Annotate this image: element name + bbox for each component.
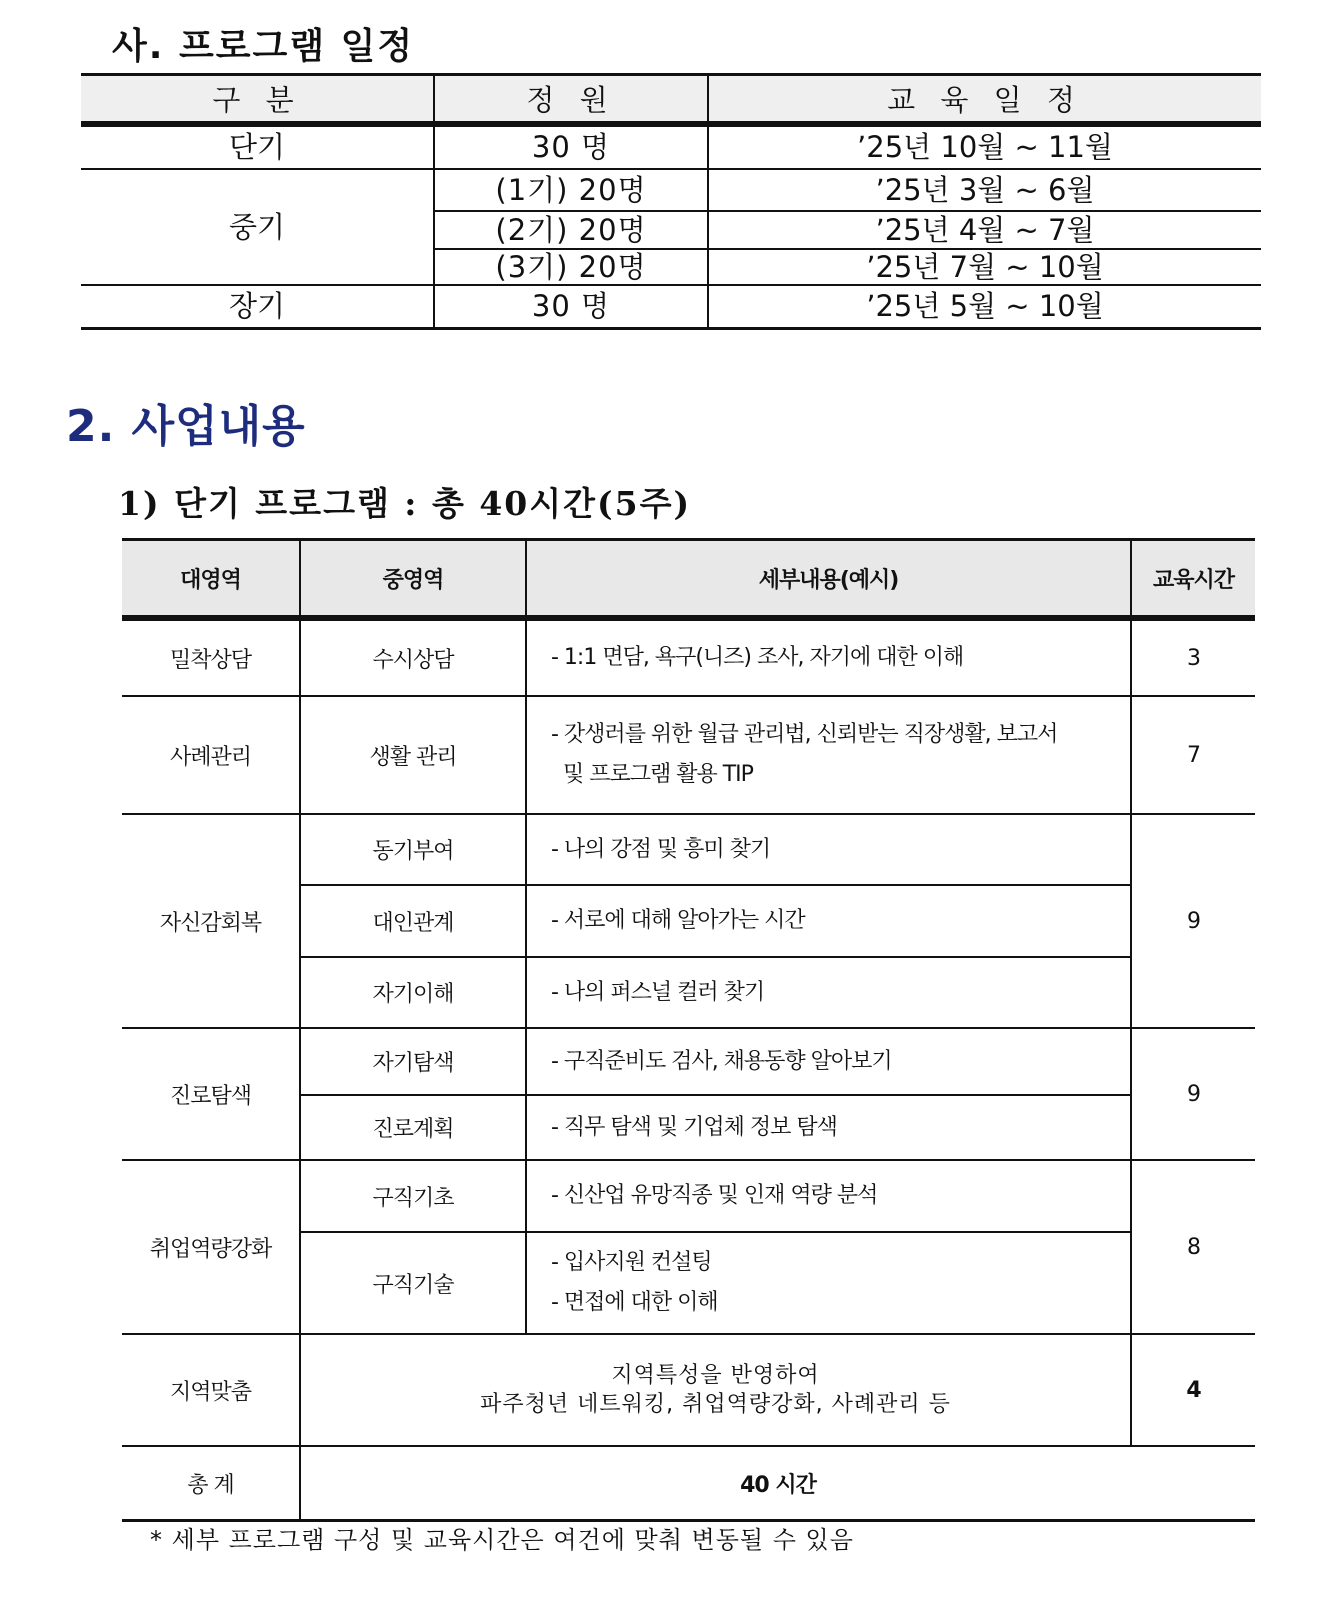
table-row <box>122 1160 1255 1232</box>
major-area-cell: 사례관리 <box>122 696 300 814</box>
detail-cell <box>526 1160 1131 1232</box>
schedule-table <box>81 73 1261 330</box>
schedule-period: ’25년 5월 ~ 10월 <box>708 285 1261 329</box>
sub-area-cell: 구직기술 <box>300 1232 526 1334</box>
footnote: * 세부 프로그램 구성 및 교육시간은 여건에 맞춰 변동될 수 있음 <box>150 1526 854 1554</box>
regional-detail-cell <box>300 1334 1131 1446</box>
business-title: 2. 사업내용 <box>66 401 306 452</box>
program-header-row <box>122 540 1255 619</box>
hours-cell: 9 <box>1131 814 1255 1028</box>
schedule-capacity: 30 명 <box>434 285 708 329</box>
total-row <box>122 1446 1255 1521</box>
hours-cell: 7 <box>1131 696 1255 814</box>
detail-cell <box>526 696 1131 814</box>
schedule-category: 단기 <box>228 130 286 164</box>
detail-cell <box>526 957 1131 1028</box>
section-title: 사. 프로그램 일정 <box>112 26 415 67</box>
detail-line: - 직무 탐색 및 기업체 정보 탐색 <box>551 1114 837 1140</box>
sub-area-cell: 생활 관리 <box>300 696 526 814</box>
detail-cell <box>526 1095 1131 1160</box>
sub-area-cell: 자기이해 <box>300 957 526 1028</box>
hours-cell: 3 <box>1131 618 1255 696</box>
major-area-cell: 진로탐색 <box>122 1028 300 1160</box>
schedule-period: ’25년 7월 ~ 10월 <box>708 249 1261 285</box>
detail-line: - 신산업 유망직종 및 인재 역량 분석 <box>551 1183 878 1208</box>
detail-line: - 나의 퍼스널 컬러 찾기 <box>551 979 765 1005</box>
header-capacity: 정 원 <box>434 75 708 125</box>
schedule-row <box>81 285 1261 329</box>
detail-cell <box>526 814 1131 885</box>
header-category: 구 분 <box>81 75 434 125</box>
detail-line: - 구직준비도 검사, 채용동향 알아보기 <box>551 1048 892 1074</box>
schedule-category: 장기 <box>81 285 434 329</box>
sub-area-cell: 동기부여 <box>300 814 526 885</box>
schedule-header-row <box>81 75 1261 125</box>
header-details: 세부내용(예시) <box>526 540 1131 619</box>
table-row <box>122 1028 1255 1095</box>
sub-area-cell: 진로계획 <box>300 1095 526 1160</box>
total-label: 총 계 <box>122 1446 300 1521</box>
detail-line: - 1:1 면담, 욕구(니즈) 조사, 자기에 대한 이해 <box>551 645 964 670</box>
detail-line: - 입사지원 컨설팅 <box>551 1250 712 1275</box>
detail-line: - 갓생러를 위한 월급 관리법, 신뢰받는 직장생활, 보고서 <box>551 722 1058 747</box>
schedule-capacity: (2기) 20명 <box>434 211 708 249</box>
hours-cell: 9 <box>1131 1028 1255 1160</box>
hours-cell: 8 <box>1131 1160 1255 1334</box>
table-row <box>122 814 1255 885</box>
table-row <box>122 1334 1255 1446</box>
detail-cell <box>526 618 1131 696</box>
table-row <box>122 618 1255 696</box>
total-value: 40 시간 <box>300 1446 1255 1521</box>
major-area-cell: 밀착상담 <box>169 647 251 673</box>
detail-cell <box>526 1028 1131 1095</box>
table-row <box>122 696 1255 814</box>
hours-cell: 4 <box>1131 1334 1255 1446</box>
detail-cell <box>526 1232 1131 1334</box>
header-major-area: 대영역 <box>122 540 300 619</box>
sub-area-cell: 대인관계 <box>300 885 526 957</box>
detail-line: - 나의 강점 및 흥미 찾기 <box>551 836 771 862</box>
sub-area-cell: 구직기초 <box>300 1160 526 1232</box>
schedule-period: ’25년 4월 ~ 7월 <box>708 211 1261 249</box>
detail-line: 및 프로그램 활용 TIP <box>551 762 753 787</box>
schedule-row <box>81 124 1261 169</box>
program-table <box>122 538 1255 1522</box>
schedule-period: ’25년 10월 ~ 11월 <box>708 124 1261 169</box>
detail-line: 파주청년 네트워킹, 취업역량강화, 사례관리 등 <box>480 1392 951 1417</box>
schedule-period: ’25년 3월 ~ 6월 <box>708 169 1261 211</box>
detail-line: 지역특성을 반영하여 <box>611 1363 820 1388</box>
header-hours: 교육시간 <box>1131 540 1255 619</box>
subsection-title: 1) 단기 프로그램 : 총 40시간(5주) <box>118 484 692 523</box>
detail-cell <box>526 885 1131 957</box>
schedule-row <box>81 169 1261 211</box>
sub-area-cell: 자기탐색 <box>300 1028 526 1095</box>
schedule-capacity: (1기) 20명 <box>434 169 708 211</box>
major-area-cell: 자신감회복 <box>122 814 300 1028</box>
schedule-category: 중기 <box>81 169 434 285</box>
major-area-cell: 지역맞춤 <box>122 1334 300 1446</box>
header-sub-area: 중영역 <box>300 540 526 619</box>
schedule-capacity: (3기) 20명 <box>434 249 708 285</box>
sub-area-cell: 수시상담 <box>300 618 526 696</box>
detail-line: - 서로에 대해 알아가는 시간 <box>551 908 805 933</box>
detail-line: - 면접에 대한 이해 <box>551 1290 718 1315</box>
schedule-capacity: 30 명 <box>434 124 708 169</box>
header-period: 교 육 일 정 <box>708 75 1261 125</box>
major-area-cell: 취업역량강화 <box>122 1160 300 1334</box>
